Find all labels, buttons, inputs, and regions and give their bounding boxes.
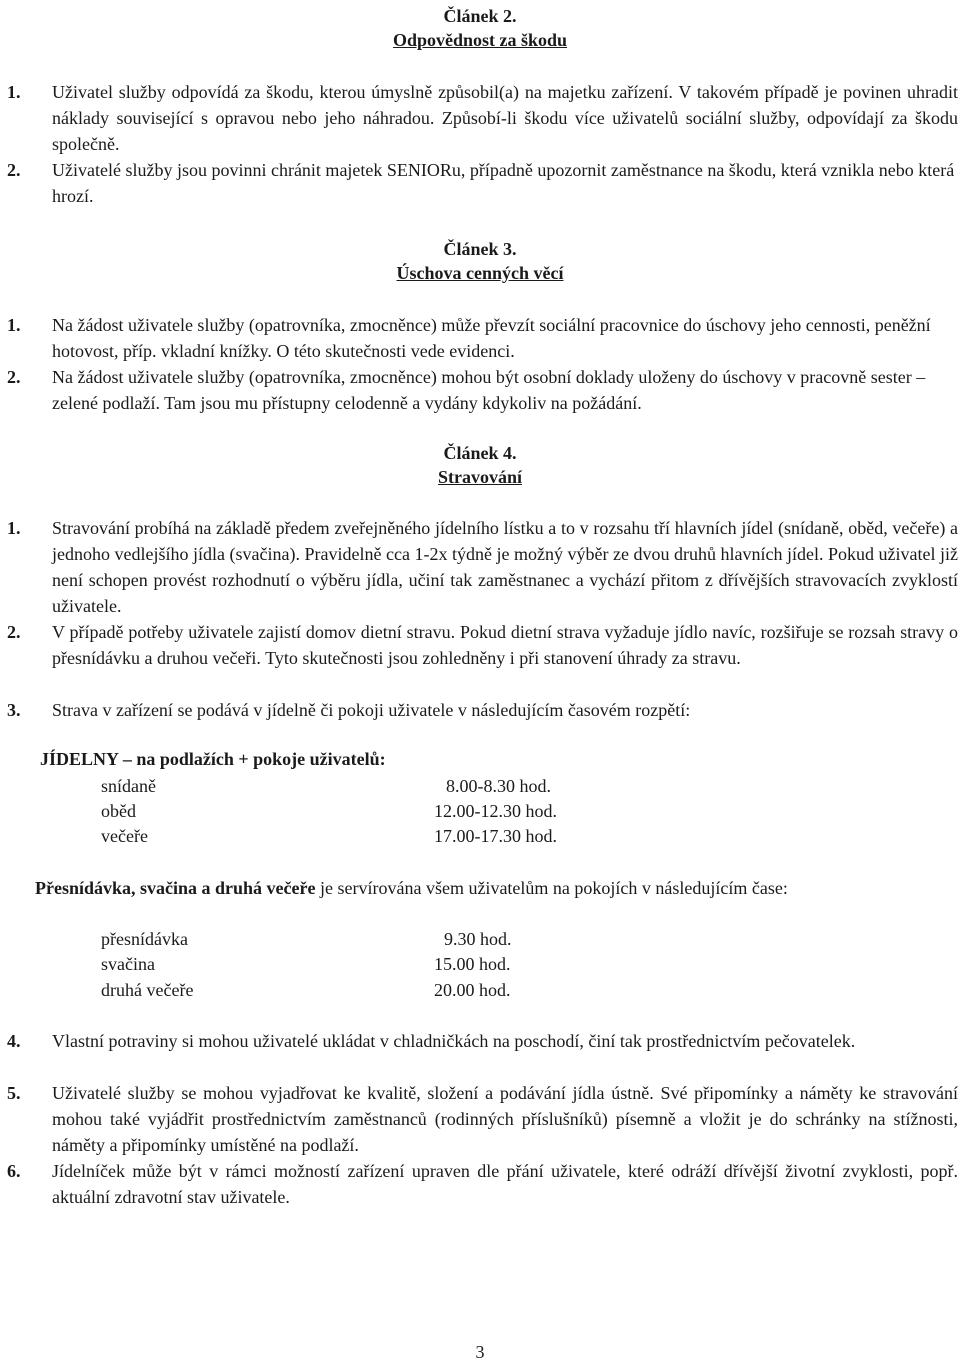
item-number: 3. bbox=[7, 700, 21, 720]
item-number: 6. bbox=[7, 1161, 21, 1181]
item-number: 5. bbox=[7, 1083, 21, 1103]
snack-intro-bold: Přesnídávka, svačina a druhá večeře bbox=[35, 878, 316, 898]
meal-row bbox=[101, 798, 601, 824]
meal-name: přesnídávka bbox=[101, 929, 188, 949]
item-text: Jídelníček může být v rámci možností zařízení upraven dle přání uživatele, které odráží dřívější životní zvyklosti, popř. aktuální zdravotní stav uživatele. bbox=[52, 1161, 958, 1208]
item-text: V případě potřeby uživatele zajistí domov dietní stravu. Pokud dietní strava vyžaduje jídlo navíc, rozšiřuje se rozsah stravy o přesnídávku a druhou večeři. Tyto skutečnosti jsou zohledněny i při stanovení úhrady za stravu. bbox=[52, 622, 958, 669]
article-4-heading bbox=[0, 441, 960, 489]
meal-name: večeře bbox=[101, 826, 148, 846]
page-number: 3 bbox=[475, 1342, 485, 1362]
meal-row bbox=[101, 773, 601, 799]
snack-intro-text: je servírována všem uživatelům na pokojích v následujícím čase: bbox=[315, 878, 788, 898]
meal-name: druhá večeře bbox=[101, 980, 194, 1000]
article-2-subtitle: Odpovědnost za škodu bbox=[392, 30, 568, 50]
snack-row bbox=[101, 977, 601, 1003]
article-2-title: Článek 2. bbox=[443, 6, 517, 26]
item-number: 1. bbox=[7, 315, 21, 335]
item-number: 2. bbox=[7, 160, 21, 180]
item-text: Na žádost uživatele služby (opatrovníka, zmocněnce) mohou být osobní doklady uloženy do úschovy v pracovně sester – zelené podlaží. Tam jsou mu přístupny celodenně a vydány kdykoliv na požádání. bbox=[52, 367, 926, 414]
snack-row bbox=[101, 951, 601, 977]
meal-time: 12.00-12.30 hod. bbox=[434, 801, 557, 821]
item-text: Strava v zařízení se podává v jídelně či pokoji uživatele v následujícím časovém rozpětí: bbox=[52, 700, 691, 720]
item-text: Uživatelé služby se mohou vyjadřovat ke kvalitě, složení a podávání jídla ústně. Své připomínky a náměty ke stravování mohou také vyjádřit prostřednictvím zaměstnanců (rodinných příslušníků) písemně a vložit je do schránky na stížnosti, náměty a připomínky umístěné na podlaží. bbox=[52, 1083, 958, 1156]
meal-time: 8.00-8.30 hod. bbox=[446, 776, 551, 796]
item-text: Vlastní potraviny si mohou uživatelé ukládat v chladničkách na poschodí, činí tak prostřednictvím pečovatelek. bbox=[52, 1031, 856, 1051]
dining-schedule-title: JÍDELNY – na podlažích + pokoje uživatelů: bbox=[40, 749, 386, 769]
article-4-subtitle: Stravování bbox=[437, 467, 522, 487]
item-number: 4. bbox=[7, 1031, 21, 1051]
item-text: Uživatelé služby jsou povinni chránit majetek SENIORu, případně upozornit zaměstnance na škodu, která vznikla nebo která hrozí. bbox=[52, 160, 955, 207]
item-number: 1. bbox=[7, 82, 21, 102]
meal-time: 17.00-17.30 hod. bbox=[434, 826, 557, 846]
article-4-title: Článek 4. bbox=[443, 443, 517, 463]
article-3-title: Článek 3. bbox=[443, 239, 517, 259]
meal-name: oběd bbox=[101, 801, 136, 821]
meal-name: snídaně bbox=[101, 776, 156, 796]
article-3-subtitle: Úschova cenných věcí bbox=[396, 263, 564, 283]
item-text: Na žádost uživatele služby (opatrovníka, zmocněnce) může převzít sociální pracovnice do úschovy jeho cennosti, peněžní hotovost, příp. vkladní knížky. O této skutečnosti vede evidenci. bbox=[52, 315, 931, 362]
meal-time: 9.30 hod. bbox=[444, 929, 512, 949]
item-number: 1. bbox=[7, 518, 21, 538]
article-3-heading bbox=[0, 237, 960, 285]
meal-row bbox=[101, 823, 601, 849]
snack-schedule-intro bbox=[35, 875, 958, 901]
meal-name: svačina bbox=[101, 954, 155, 974]
item-number: 2. bbox=[7, 622, 21, 642]
item-text: Stravování probíhá na základě předem zveřejněného jídelního lístku a to v rozsahu tří hlavních jídel (snídaně, oběd, večeře) a jednoho vedlejšího jídla (svačina). Pravidelně cca 1-2x týdně je možný výběr ze dvou druhů hlavních jídel. Pokud uživatel již není schopen provést rozhodnutí o výběru jídla, učiní tak zaměstnanec a vychází přitom z dřívějších stravovacích zvyklostí uživatele. bbox=[52, 518, 958, 617]
article-2-heading bbox=[0, 4, 960, 52]
meal-time: 15.00 hod. bbox=[434, 954, 511, 974]
meal-time: 20.00 hod. bbox=[434, 980, 511, 1000]
snack-row bbox=[101, 926, 601, 952]
item-number: 2. bbox=[7, 367, 21, 387]
item-text: Uživatel služby odpovídá za škodu, kterou úmyslně způsobil(a) na majetku zařízení. V takovém případě je povinen uhradit náklady související s opravou nebo jeho náhradou. Způsobí-li škodu více uživatelů sociální služby, odpovídají za škodu společně. bbox=[52, 82, 958, 155]
